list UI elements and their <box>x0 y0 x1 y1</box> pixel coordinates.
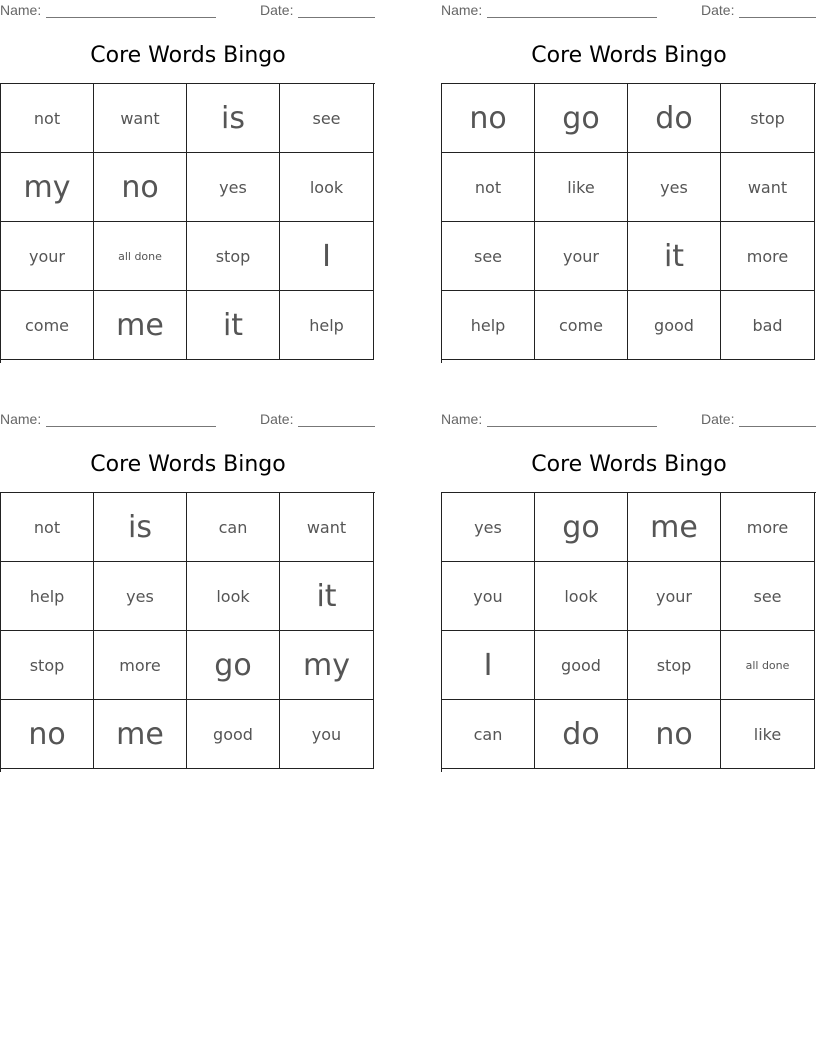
bingo-cell: stop <box>721 84 815 153</box>
bingo-cell: not <box>442 153 535 222</box>
date-blank-line <box>298 17 375 18</box>
bingo-cell: no <box>442 84 535 153</box>
bingo-cell: is <box>94 493 187 562</box>
card-title: Core Words Bingo <box>531 452 727 477</box>
bingo-cell: do <box>628 84 721 153</box>
bingo-cell: yes <box>442 493 535 562</box>
bingo-cell: stop <box>628 631 721 700</box>
bingo-cell: look <box>535 562 628 631</box>
name-label: Name: <box>441 411 483 427</box>
bingo-cell: my <box>1 153 94 222</box>
bingo-cell: more <box>721 222 815 291</box>
name-label: Name: <box>441 2 483 18</box>
bingo-cell: good <box>535 631 628 700</box>
name-blank-line <box>487 426 657 427</box>
bingo-cell: stop <box>1 631 94 700</box>
bingo-cell: it <box>187 291 280 360</box>
bingo-grid <box>441 492 816 772</box>
bingo-cell: help <box>1 562 94 631</box>
bingo-cell: want <box>94 84 187 153</box>
bingo-cell: can <box>187 493 280 562</box>
bingo-cell: your <box>1 222 94 291</box>
bingo-cell: do <box>535 700 628 769</box>
bingo-card <box>0 409 376 773</box>
bingo-cell: come <box>535 291 628 360</box>
card-title: Core Words Bingo <box>90 452 286 477</box>
bingo-cell: all done <box>721 631 815 700</box>
bingo-cell: go <box>187 631 280 700</box>
bingo-cell: good <box>628 291 721 360</box>
bingo-cell: all done <box>94 222 187 291</box>
date-blank-line <box>298 426 375 427</box>
date-label: Date: <box>260 411 294 427</box>
bingo-cell: not <box>1 493 94 562</box>
bingo-cell: I <box>442 631 535 700</box>
name-date-header <box>441 411 816 429</box>
bingo-cell: no <box>628 700 721 769</box>
bingo-cell: look <box>280 153 374 222</box>
bingo-cell: yes <box>94 562 187 631</box>
bingo-cell: me <box>94 291 187 360</box>
bingo-cell: my <box>280 631 374 700</box>
bingo-cell: help <box>442 291 535 360</box>
bingo-cell: stop <box>187 222 280 291</box>
bingo-card <box>441 0 816 364</box>
bingo-cell: good <box>187 700 280 769</box>
bingo-cell: no <box>1 700 94 769</box>
bingo-cell: like <box>535 153 628 222</box>
date-label: Date: <box>701 2 735 18</box>
bingo-cell: see <box>442 222 535 291</box>
date-label: Date: <box>701 411 735 427</box>
name-date-header <box>441 2 816 20</box>
bingo-cell: look <box>187 562 280 631</box>
bingo-cell: your <box>535 222 628 291</box>
bingo-cell: bad <box>721 291 815 360</box>
bingo-cell: can <box>442 700 535 769</box>
bingo-cell: I <box>280 222 374 291</box>
bingo-cell: yes <box>628 153 721 222</box>
bingo-cell: want <box>721 153 815 222</box>
bingo-card <box>441 409 816 773</box>
card-title: Core Words Bingo <box>90 43 286 68</box>
bingo-grid <box>0 83 375 363</box>
bingo-cell: more <box>721 493 815 562</box>
bingo-cell: like <box>721 700 815 769</box>
name-label: Name: <box>0 411 42 427</box>
bingo-cell: your <box>628 562 721 631</box>
name-label: Name: <box>0 2 42 18</box>
bingo-cell: see <box>721 562 815 631</box>
name-date-header <box>0 2 376 20</box>
name-blank-line <box>46 17 216 18</box>
card-title: Core Words Bingo <box>531 43 727 68</box>
bingo-cell: come <box>1 291 94 360</box>
bingo-cell: not <box>1 84 94 153</box>
date-blank-line <box>739 426 816 427</box>
bingo-cell: me <box>628 493 721 562</box>
bingo-cell: you <box>442 562 535 631</box>
bingo-grid <box>0 492 375 772</box>
bingo-cell: you <box>280 700 374 769</box>
bingo-cell: no <box>94 153 187 222</box>
date-label: Date: <box>260 2 294 18</box>
bingo-cell: it <box>628 222 721 291</box>
bingo-grid <box>441 83 816 363</box>
name-date-header <box>0 411 376 429</box>
bingo-cell: more <box>94 631 187 700</box>
bingo-cell: see <box>280 84 374 153</box>
bingo-cell: yes <box>187 153 280 222</box>
bingo-cell: want <box>280 493 374 562</box>
bingo-card <box>0 0 376 364</box>
bingo-cell: it <box>280 562 374 631</box>
name-blank-line <box>487 17 657 18</box>
bingo-cell: me <box>94 700 187 769</box>
bingo-cell: help <box>280 291 374 360</box>
name-blank-line <box>46 426 216 427</box>
bingo-cell: go <box>535 493 628 562</box>
bingo-cell: go <box>535 84 628 153</box>
date-blank-line <box>739 17 816 18</box>
bingo-cell: is <box>187 84 280 153</box>
